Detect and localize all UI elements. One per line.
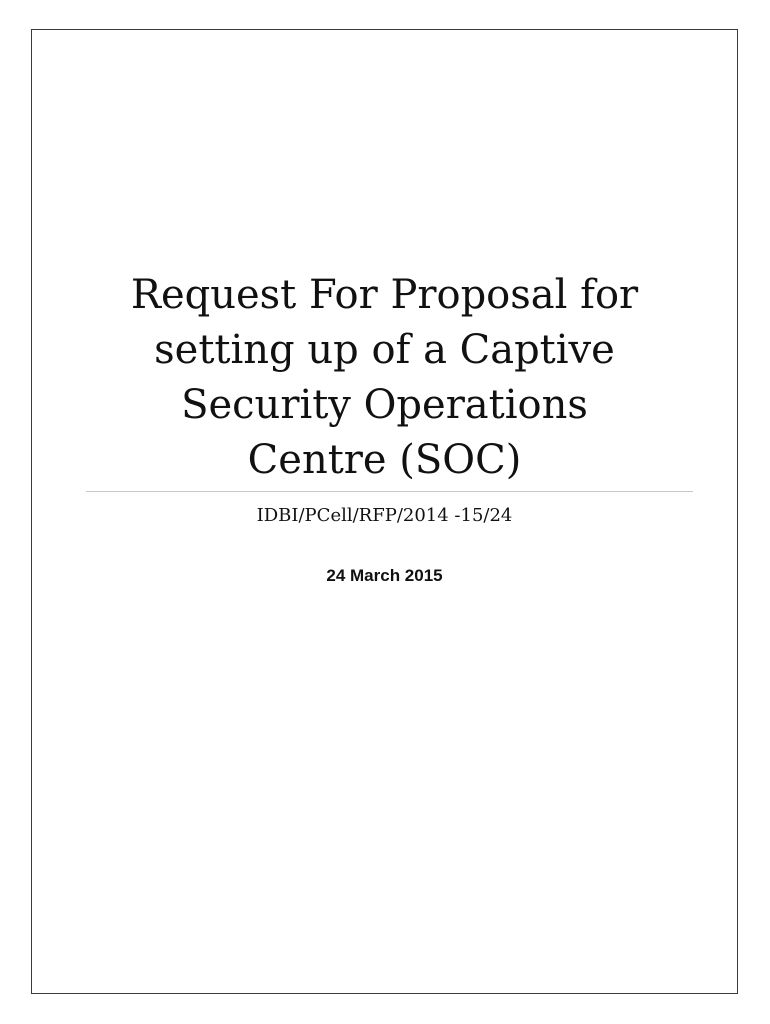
document-date: 24 March 2015 [326,566,443,585]
document-title [31,268,738,488]
title-line-3: Security Operations [181,382,588,428]
title-line-2: setting up of a Captive [154,327,615,373]
title-line-4: Centre (SOC) [247,437,522,483]
title-line-1: Request For Proposal for [130,272,639,318]
reference-number: IDBI/PCell/RFP/2014 -15/24 [256,505,513,526]
title-divider [86,491,693,492]
